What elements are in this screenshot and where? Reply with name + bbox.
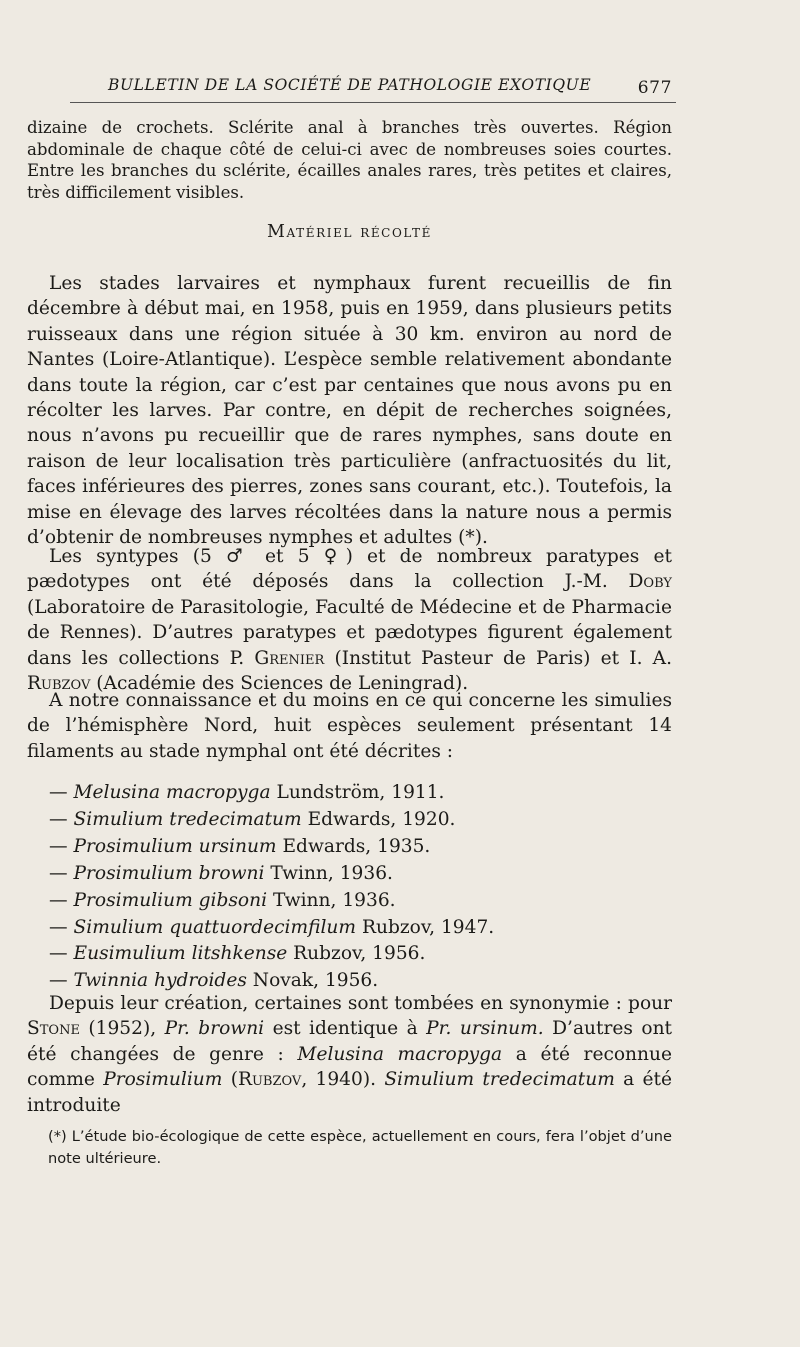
section-heading: Matériel récolté [267,222,432,242]
list-item: — Eusimulium litshkense Rubzov, 1956. [49,943,426,965]
paragraph-synonymy: Depuis leur création, certaines sont tombées en synonymie : pour Stone (1952), Pr. browni est identique à Pr. ursinum. D’autres ont été changées de genre : Melusina macropyga a été reconnue comme Prosimulium (Rubzov, 1940). Simulium tredecimatum a été introduite [27,993,673,1116]
author-rubzov: Rubzov [27,673,91,695]
page-number: 677 [637,78,672,98]
journal-title: BULLETIN DE LA SOCIÉTÉ DE PATHOLOGIE EXOTIQUE [108,76,592,94]
paragraph-species-intro: A notre connaissance et du moins en ce qui concerne les simulies de l’hémisphère Nord, huit espèces seulement présentant 14 filaments au stade nymphal ont été décrites : [27,690,672,762]
text-run: (Institut Pasteur de Paris) et I. A. [324,647,673,669]
author-doby: Doby [628,571,672,593]
list-item: — Melusina macropyga Lundström, 1911. [49,782,445,803]
author-rubzov: Rubzov [237,1069,302,1091]
author-grenier: Grenier [254,647,325,669]
author-stone: Stone [27,1018,80,1040]
header-rule [70,102,676,103]
footnote: (*) L’étude bio-écologique de cette espèce, actuellement en cours, fera l’objet d’une note ultérieure. [48,1128,672,1167]
running-header [70,74,676,98]
list-item: — Prosimulium gibsoni Twinn, 1936. [49,889,396,911]
list-item: — Twinnia hydroides Novak, 1956. [49,970,379,992]
text-run: (Laboratoire de Parasitologie, Faculté de Médecine et de Pharmacie de Rennes). D’autres paratypes et pædotypes figurent également dans les collections P. [27,596,672,669]
list-item: — Prosimulium browni Twinn, 1936. [49,862,393,884]
list-item: — Simulium tredecimatum Edwards, 1920. [49,808,456,830]
text-run: Les syntypes (5 ♂ et 5 ♀) et de nombreux paratypes et pædotypes ont été déposés dans la collection J.-M. [27,546,672,593]
paragraph-syntypes [27,544,672,696]
species-list [49,780,669,995]
intro-paragraph: dizaine de crochets. Sclérite anal à branches très ouvertes. Région abdominale de chaque côté de celui-ci avec de nombreuses soies courtes. Entre les branches du sclérite, écailles anales rares, très petites et claires, très difficilement visibles. [27,118,672,202]
paragraph-collection: Les stades larvaires et nymphaux furent recueillis de fin décembre à début mai, en 1958, puis en 1959, dans plusieurs petits ruisseaux dans une région située à 30 km. environ au nord de Nantes (Loire-Atlantique). L’espèce semble relativement abondante dans toute la région, car c’est par centaines que nous avons pu en récolter les larves. Par contre, en dépit de recherches soignées, nous n’avons pu recueillir que de rares nymphes, sans doute en raison de leur localisation très particulière (anfractuosités du lit, faces inférieures des pierres, zones sans courant, etc.). Toutefois, la mise en élevage des larves récoltées dans la nature nous a permis d’obtenir de nombreuses nymphes et adultes (*). [27,273,672,549]
list-item: — Prosimulium ursinum Edwards, 1935. [49,835,431,857]
list-item: — Simulium quattuordecimfilum Rubzov, 1947. [49,916,495,938]
text-run: (Académie des Sciences de Leningrad). [90,673,469,695]
